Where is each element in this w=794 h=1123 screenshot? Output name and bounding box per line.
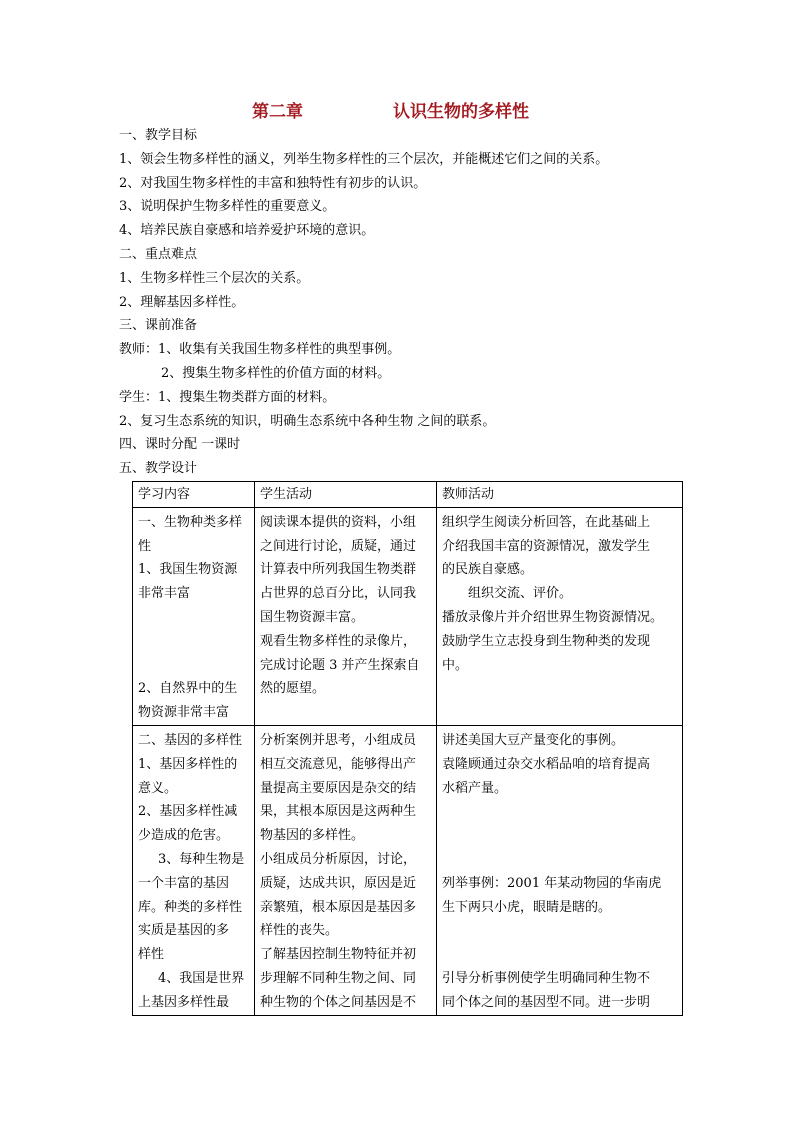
cell-line: 样性	[138, 947, 165, 963]
cell-line: 阅读课本提供的资料，小组	[260, 514, 417, 530]
preparation-item: 2、搜集生物多样性的价值方面的材料。	[161, 365, 391, 381]
cell-line: 介绍我国丰富的资源情况，激发学生	[442, 538, 651, 554]
cell-line: 组织学生阅读分析回答，在此基础上	[442, 514, 651, 530]
cell-line: 观看生物多样性的录像片，	[260, 633, 417, 649]
cell-spacer	[138, 630, 250, 654]
cell-line: 中。	[442, 657, 469, 673]
cell-line: 同个体之间的基因型不同。进一步明	[442, 994, 651, 1010]
cell-line: 占世界的总百分比，认同我	[260, 586, 417, 602]
cell-spacer	[442, 800, 678, 824]
cell-line: 物基因的多样性。	[260, 828, 365, 844]
cell-line: 播放录像片并介绍世界生物资源情况。	[442, 609, 664, 625]
cell-line: 一、生物种类多样	[138, 514, 243, 530]
objective-item: 3、说明保护生物多样性的重要意义。	[119, 199, 336, 215]
cell-line: 国生物资源丰富。	[260, 609, 365, 625]
cell-spacer	[442, 919, 678, 943]
header-content: 学习内容	[133, 482, 255, 508]
section-heading-objectives: 一、教学目标	[119, 128, 198, 143]
cell-line: 亲繁殖，根本原因是基因多	[260, 899, 417, 915]
cell-line: 1、基因多样性的	[138, 756, 238, 772]
cell-line: 讲述美国大豆产量变化的事例。	[442, 732, 625, 748]
teacher-activity-cell	[437, 507, 683, 725]
cell-line: 质疑，达成共识，原因是近	[260, 875, 417, 891]
chapter-number: 第二章	[252, 102, 303, 122]
chapter-name: 认识生物的多样性	[393, 102, 529, 122]
cell-line: 水稻产量。	[442, 780, 508, 796]
cell-line: 袁隆顾通过杂交水稻品咱的培育提高	[442, 756, 651, 772]
section-heading-schedule: 四、课时分配 一课时	[119, 437, 241, 453]
table-header-row	[133, 482, 683, 508]
cell-line: 的民族自豪感。	[442, 562, 534, 578]
cell-line: 列举事例：2001 年某动物园的华南虎	[442, 875, 662, 891]
cell-line: 完成讨论题 3 并产生探索自	[260, 657, 420, 673]
preparation-item: 2、复习生态系统的知识，明确生态系统中各种生物 之间的联系。	[119, 413, 496, 429]
cell-line: 3、每种生物是	[158, 851, 245, 867]
cell-line: 实质是基因的多	[138, 923, 230, 939]
content-cell	[133, 725, 255, 1015]
cell-spacer	[138, 654, 250, 678]
cell-line: 4、我国是世界	[158, 970, 245, 986]
cell-line: 小组成员分析原因，讨论，	[260, 851, 417, 867]
teaching-design-table	[132, 481, 683, 1016]
cell-line: 种生物的个体之间基因是不	[260, 994, 417, 1010]
teacher-activity-cell	[437, 725, 683, 1015]
lesson-plan-body	[119, 124, 699, 481]
cell-line: 引导分析事例使学生明确同种生物不	[442, 970, 651, 986]
cell-spacer	[442, 943, 678, 967]
chapter-title	[0, 97, 794, 121]
cell-line: 物资源非常丰富	[138, 705, 230, 721]
cell-spacer	[138, 606, 250, 630]
objective-item: 1、领会生物多样性的涵义，列举生物多样性的三个层次，并能概述它们之间的关系。	[119, 151, 609, 167]
cell-line: 二、基因的多样性	[138, 732, 243, 748]
cell-line: 分析案例并思考，小组成员	[260, 732, 417, 748]
cell-line: 2、基因多样性减	[138, 804, 238, 820]
cell-line: 组织交流、评价。	[468, 586, 573, 602]
cell-line: 量提高主要原因是杂交的结	[260, 780, 417, 796]
cell-line: 库。种类的多样性	[138, 899, 243, 915]
cell-spacer	[442, 824, 678, 848]
header-student: 学生活动	[255, 482, 437, 508]
cell-line: 意义。	[138, 780, 178, 796]
cell-line: 计算表中所列我国生物类群	[260, 562, 417, 578]
cell-line: 少造成的危害。	[138, 828, 230, 844]
cell-line: 一个丰富的基因	[138, 875, 230, 891]
cell-line: 了解基因控制生物特征并初	[260, 947, 417, 963]
student-activity-cell	[255, 507, 437, 725]
cell-line: 之间进行讨论，质疑，通过	[260, 538, 417, 554]
cell-line: 上基因多样性最	[138, 994, 230, 1010]
cell-line: 果，其根本原因是这两种生	[260, 804, 417, 820]
cell-line: 鼓励学生立志投身到生物种类的发现	[442, 633, 651, 649]
section-heading-design: 五、教学设计	[119, 461, 198, 477]
cell-line: 非常丰富	[138, 586, 191, 602]
section-heading-preparation: 三、课前准备	[119, 318, 198, 334]
cell-line: 样性的丧失。	[260, 923, 339, 939]
cell-line: 1、我国生物资源	[138, 562, 238, 578]
student-activity-cell	[255, 725, 437, 1015]
preparation-item: 学生：1、搜集生物类群方面的材料。	[119, 389, 336, 405]
table-row	[133, 507, 683, 725]
key-point-item: 1、生物多样性三个层次的关系。	[119, 270, 310, 286]
table-row	[133, 725, 683, 1015]
cell-line: 生下两只小虎，眼睛是瞎的。	[442, 899, 612, 915]
preparation-item: 教师：1、收集有关我国生物多样性的典型事例。	[119, 342, 401, 358]
cell-spacer	[442, 848, 678, 872]
cell-line: 2、自然界中的生	[138, 681, 238, 697]
objective-item: 4、培养民族自豪感和培养爱护环境的意识。	[119, 223, 375, 239]
section-heading-key-points: 二、重点难点	[119, 246, 198, 262]
cell-line: 步理解不同种生物之间、同	[260, 970, 417, 986]
header-teacher: 教师活动	[437, 482, 683, 508]
cell-line: 性	[138, 538, 152, 554]
content-cell	[133, 507, 255, 725]
cell-line: 然的愿望。	[260, 681, 326, 697]
key-point-item: 2、理解基因多样性。	[119, 294, 245, 310]
objective-item: 2、对我国生物多样性的丰富和独特性有初步的认识。	[119, 175, 427, 191]
cell-line: 相互交流意见，能够得出产	[260, 756, 417, 772]
